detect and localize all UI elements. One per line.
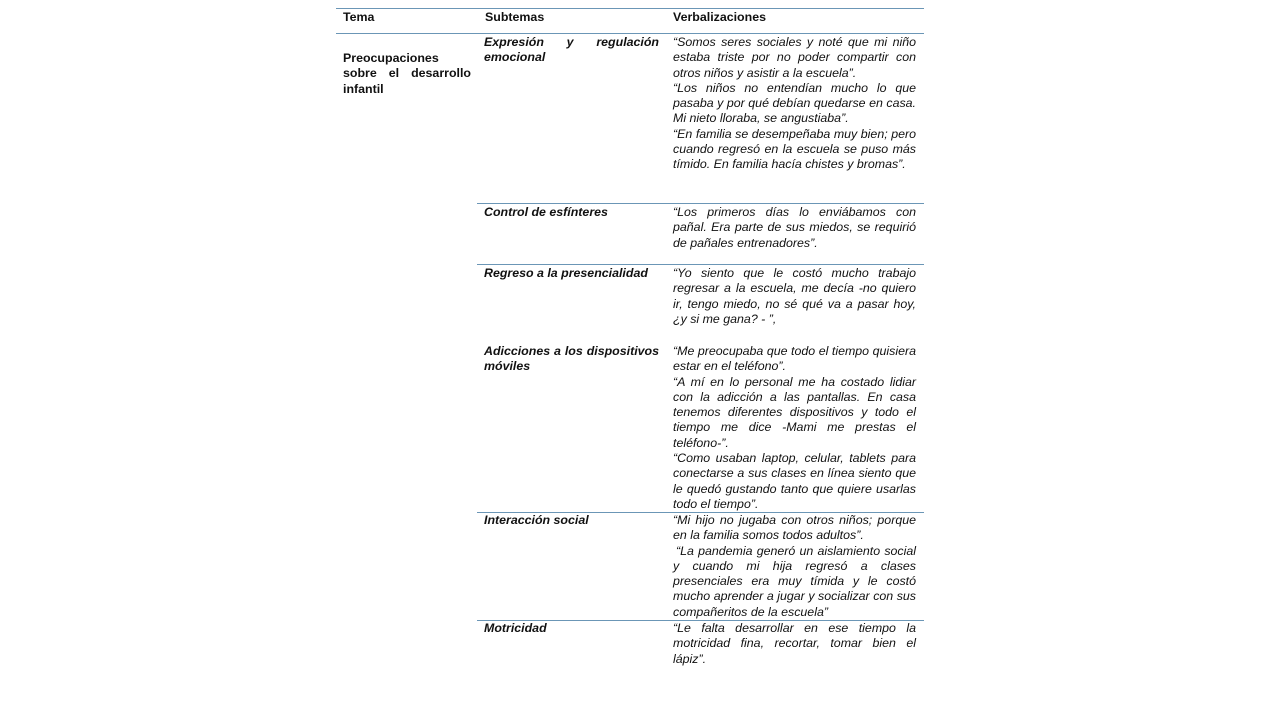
subtema-adicciones: Adicciones a los dispositivos móviles bbox=[484, 344, 659, 374]
table-top-rule bbox=[336, 8, 924, 9]
quote: “Le falta desarrollar en ese tiempo la motricidad fina, recortar, tomar bien el lápiz”. bbox=[673, 621, 916, 666]
quote: “Somos seres sociales y noté que mi niño estaba triste por no poder compartir con otros niños y asistir a la escuela”. bbox=[673, 35, 916, 80]
subtema-interaccion: Interacción social bbox=[484, 513, 589, 527]
verbalizaciones-presencialidad bbox=[673, 266, 916, 327]
quote: “La pandemia generó un aislamiento social y cuando mi hija regresó a clases presenciales era muy tímida y le costó mucho aprender a jugar y socializar con sus compañeritos de la escuela” bbox=[673, 543, 916, 619]
subtema-presencialidad: Regreso a la presencialidad bbox=[484, 266, 648, 280]
row-separator bbox=[477, 264, 924, 265]
verbalizaciones-motricidad bbox=[673, 621, 916, 667]
quote: “A mí en lo personal me ha costado lidiar con la adicción a las pantallas. En casa tenemos diferentes dispositivos y todo el tiempo me dice -Mami me prestas el teléfono-”. bbox=[673, 374, 916, 450]
quote: “Mi hijo no jugaba con otros niños; porque en la familia somos todos adultos”. bbox=[673, 513, 916, 543]
quote: “Me preocupaba que todo el tiempo quisiera estar en el teléfono”. bbox=[673, 344, 916, 374]
header-tema: Tema bbox=[343, 10, 375, 24]
verbalizaciones-adicciones bbox=[673, 344, 916, 512]
quote: “En familia se desempeñaba muy bien; pero cuando regresó en la escuela se puso más tímido. En familia hacía chistes y bromas”. bbox=[673, 126, 916, 172]
subtema-esfinteres: Control de esfínteres bbox=[484, 205, 608, 219]
row-separator bbox=[477, 203, 924, 204]
header-subtemas: Subtemas bbox=[485, 10, 545, 24]
header-verbalizaciones: Verbalizaciones bbox=[673, 10, 766, 24]
subtema-motricidad: Motricidad bbox=[484, 621, 547, 635]
subtema-expresion: Expresión y regulación emocional bbox=[484, 35, 659, 65]
tema-cell: Preocupaciones sobre el desarrollo infantil bbox=[343, 51, 471, 96]
results-table bbox=[336, 0, 924, 720]
quote: “Los primeros días lo enviábamos con pañal. Era parte de sus miedos, se requirió de pañales entrenadores”. bbox=[673, 205, 916, 250]
quote: “Como usaban laptop, celular, tablets para conectarse a sus clases en línea siento que le quedó gustando tanto que quiere usarlas todo el tiempo”. bbox=[673, 451, 916, 511]
header-bottom-rule bbox=[336, 33, 924, 34]
verbalizaciones-interaccion bbox=[673, 513, 916, 620]
verbalizaciones-esfinteres bbox=[673, 205, 916, 251]
verbalizaciones-expresion bbox=[673, 35, 916, 173]
quote: “Yo siento que le costó mucho trabajo regresar a la escuela, me decía -no quiero ir, tengo miedo, no sé qué va a pasar hoy, ¿y si me gana? - ”, bbox=[673, 266, 916, 326]
quote: “Los niños no entendían mucho lo que pasaba y por qué debían quedarse en casa. Mi nieto lloraba, se angustiaba”. bbox=[673, 80, 916, 126]
